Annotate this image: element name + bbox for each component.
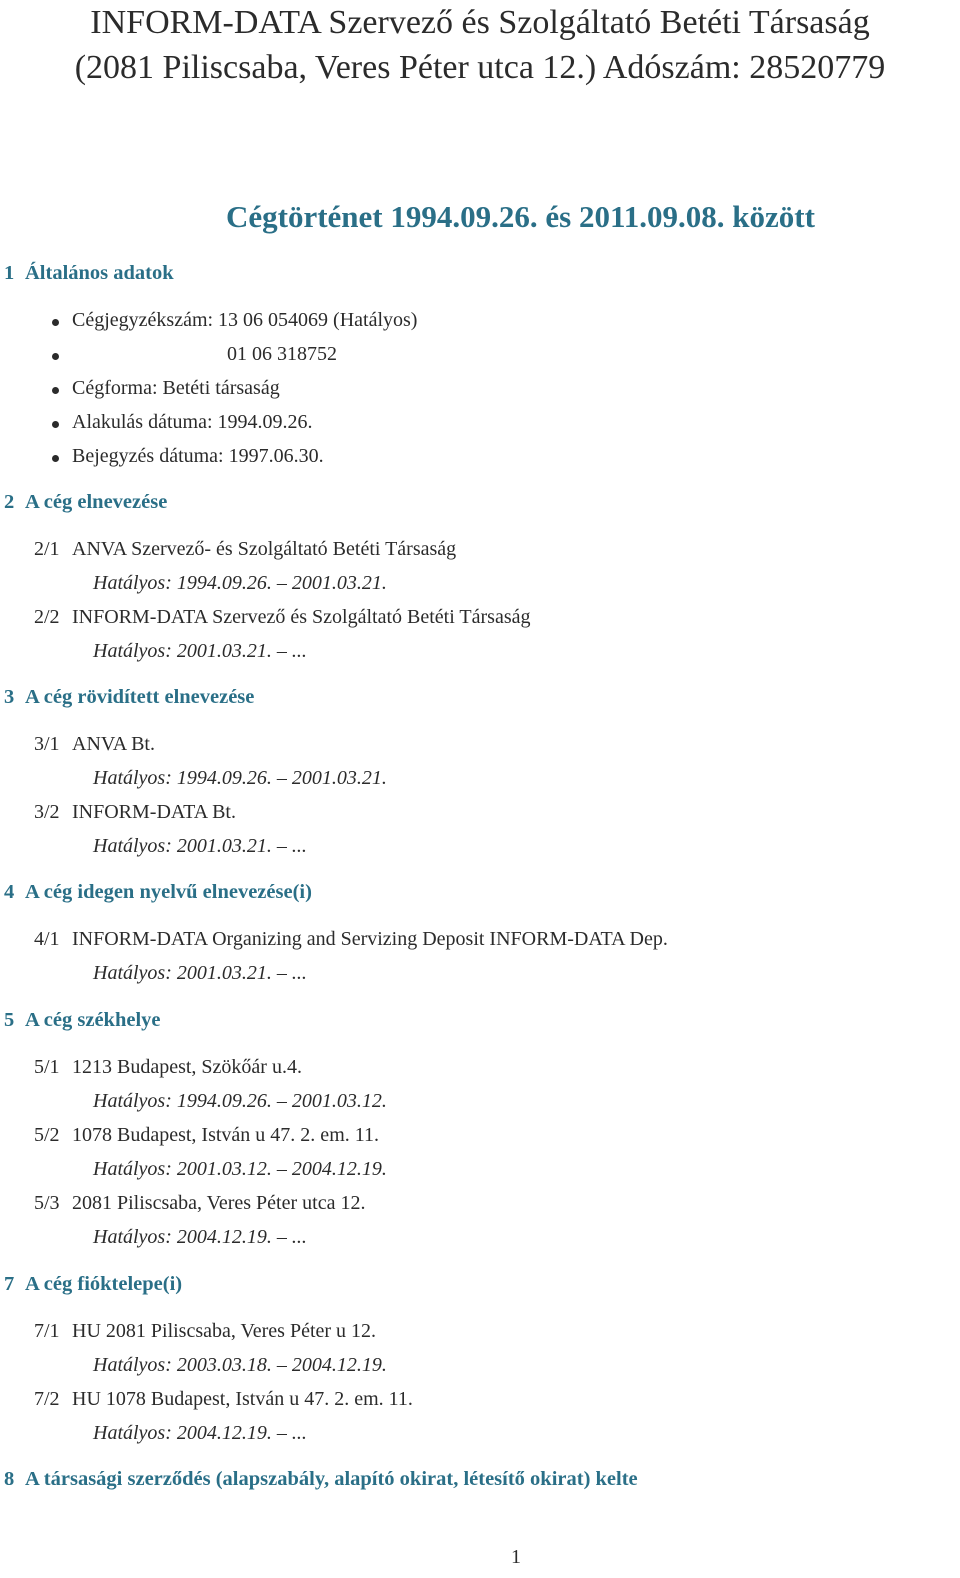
list-item-text: Cégjegyzékszám: 13 06 054069 (Hatályos) <box>72 309 418 331</box>
entry-validity: Hatályos: 1994.09.26. – 2001.03.12. <box>93 1090 387 1112</box>
entry-text: INFORM-DATA Bt. <box>72 801 236 823</box>
entry-validity: Hatályos: 1994.09.26. – 2001.03.21. <box>93 572 387 594</box>
entry-validity: Hatályos: 2004.12.19. – ... <box>93 1226 307 1248</box>
entry-text: ANVA Szervező- és Szolgáltató Betéti Társaság <box>72 538 457 560</box>
list-item-text: Alakulás dátuma: 1994.09.26. <box>72 411 313 433</box>
entry-text: INFORM-DATA Organizing and Servizing Deposit INFORM-DATA Dep. <box>72 928 668 950</box>
bullet-icon <box>52 387 59 394</box>
entry-number: 5/3 <box>34 1192 60 1214</box>
entry-text: HU 1078 Budapest, István u 47. 2. em. 11. <box>72 1388 413 1410</box>
section-title: A cég székhelye <box>25 1009 161 1031</box>
entry-number: 7/2 <box>34 1388 60 1410</box>
section-heading-articles-date <box>4 1468 638 1491</box>
entry-number: 2/1 <box>34 538 60 560</box>
entry-number: 5/2 <box>34 1124 60 1146</box>
section-heading-foreign-name <box>4 881 312 904</box>
section-number: 8 <box>4 1468 15 1490</box>
entry-text: 2081 Piliscsaba, Veres Péter utca 12. <box>72 1192 366 1214</box>
list-item-text: Bejegyzés dátuma: 1997.06.30. <box>72 445 324 467</box>
entry-number: 3/2 <box>34 801 60 823</box>
entry-validity: Hatályos: 1994.09.26. – 2001.03.21. <box>93 767 387 789</box>
bullet-icon <box>52 353 59 360</box>
section-title: A cég fióktelepe(i) <box>25 1273 183 1295</box>
entry-validity: Hatályos: 2001.03.21. – ... <box>93 640 307 662</box>
company-history-subtitle: Cégtörténet 1994.09.26. és 2011.09.08. között <box>226 199 815 234</box>
document-title <box>0 0 960 90</box>
section-number: 4 <box>4 881 15 903</box>
entry-text: INFORM-DATA Szervező és Szolgáltató Betéti Társaság <box>72 606 531 628</box>
document-title-line-2: (2081 Piliscsaba, Veres Péter utca 12.) Adószám: 28520779 <box>74 49 886 86</box>
section-number: 1 <box>4 262 15 284</box>
entry-validity: Hatályos: 2003.03.18. – 2004.12.19. <box>93 1354 387 1376</box>
bullet-icon <box>52 455 59 462</box>
entry-text: 1078 Budapest, István u 47. 2. em. 11. <box>72 1124 380 1146</box>
entry-text: HU 2081 Piliscsaba, Veres Péter u 12. <box>72 1320 377 1342</box>
entry-validity: Hatályos: 2004.12.19. – ... <box>93 1422 307 1444</box>
bullet-icon <box>52 319 59 326</box>
section-title: A cég idegen nyelvű elnevezése(i) <box>25 881 312 903</box>
section-title: A cég rövidített elnevezése <box>25 686 255 708</box>
entry-number: 5/1 <box>34 1056 60 1078</box>
entry-number: 3/1 <box>34 733 60 755</box>
section-title: A cég elnevezése <box>25 491 168 513</box>
entry-text: ANVA Bt. <box>72 733 155 755</box>
entry-validity: Hatályos: 2001.03.12. – 2004.12.19. <box>93 1158 387 1180</box>
section-heading-branches <box>4 1273 182 1296</box>
section-heading-headquarters <box>4 1009 161 1032</box>
document-title-line-1: INFORM-DATA Szervező és Szolgáltató Betéti Társaság <box>90 4 870 41</box>
section-title: Általános adatok <box>25 262 174 284</box>
section-heading-company-name <box>4 491 167 514</box>
entry-text: 1213 Budapest, Szökőár u.4. <box>72 1056 302 1078</box>
section-number: 5 <box>4 1009 15 1031</box>
bullet-icon <box>52 421 59 428</box>
section-number: 7 <box>4 1273 15 1295</box>
entry-number: 4/1 <box>34 928 60 950</box>
entry-validity: Hatályos: 2001.03.21. – ... <box>93 962 307 984</box>
entry-validity: Hatályos: 2001.03.21. – ... <box>93 835 307 857</box>
section-number: 3 <box>4 686 15 708</box>
entry-number: 7/1 <box>34 1320 60 1342</box>
section-number: 2 <box>4 491 15 513</box>
page-number: 1 <box>511 1546 521 1568</box>
section-heading-short-name <box>4 686 254 709</box>
list-item-text: Cégforma: Betéti társaság <box>72 377 280 399</box>
section-title: A társasági szerződés (alapszabály, alapító okirat, létesítő okirat) kelte <box>25 1468 638 1490</box>
section-heading-general-data <box>4 262 174 285</box>
list-item-text: 01 06 318752 <box>227 343 337 365</box>
entry-number: 2/2 <box>34 606 60 628</box>
